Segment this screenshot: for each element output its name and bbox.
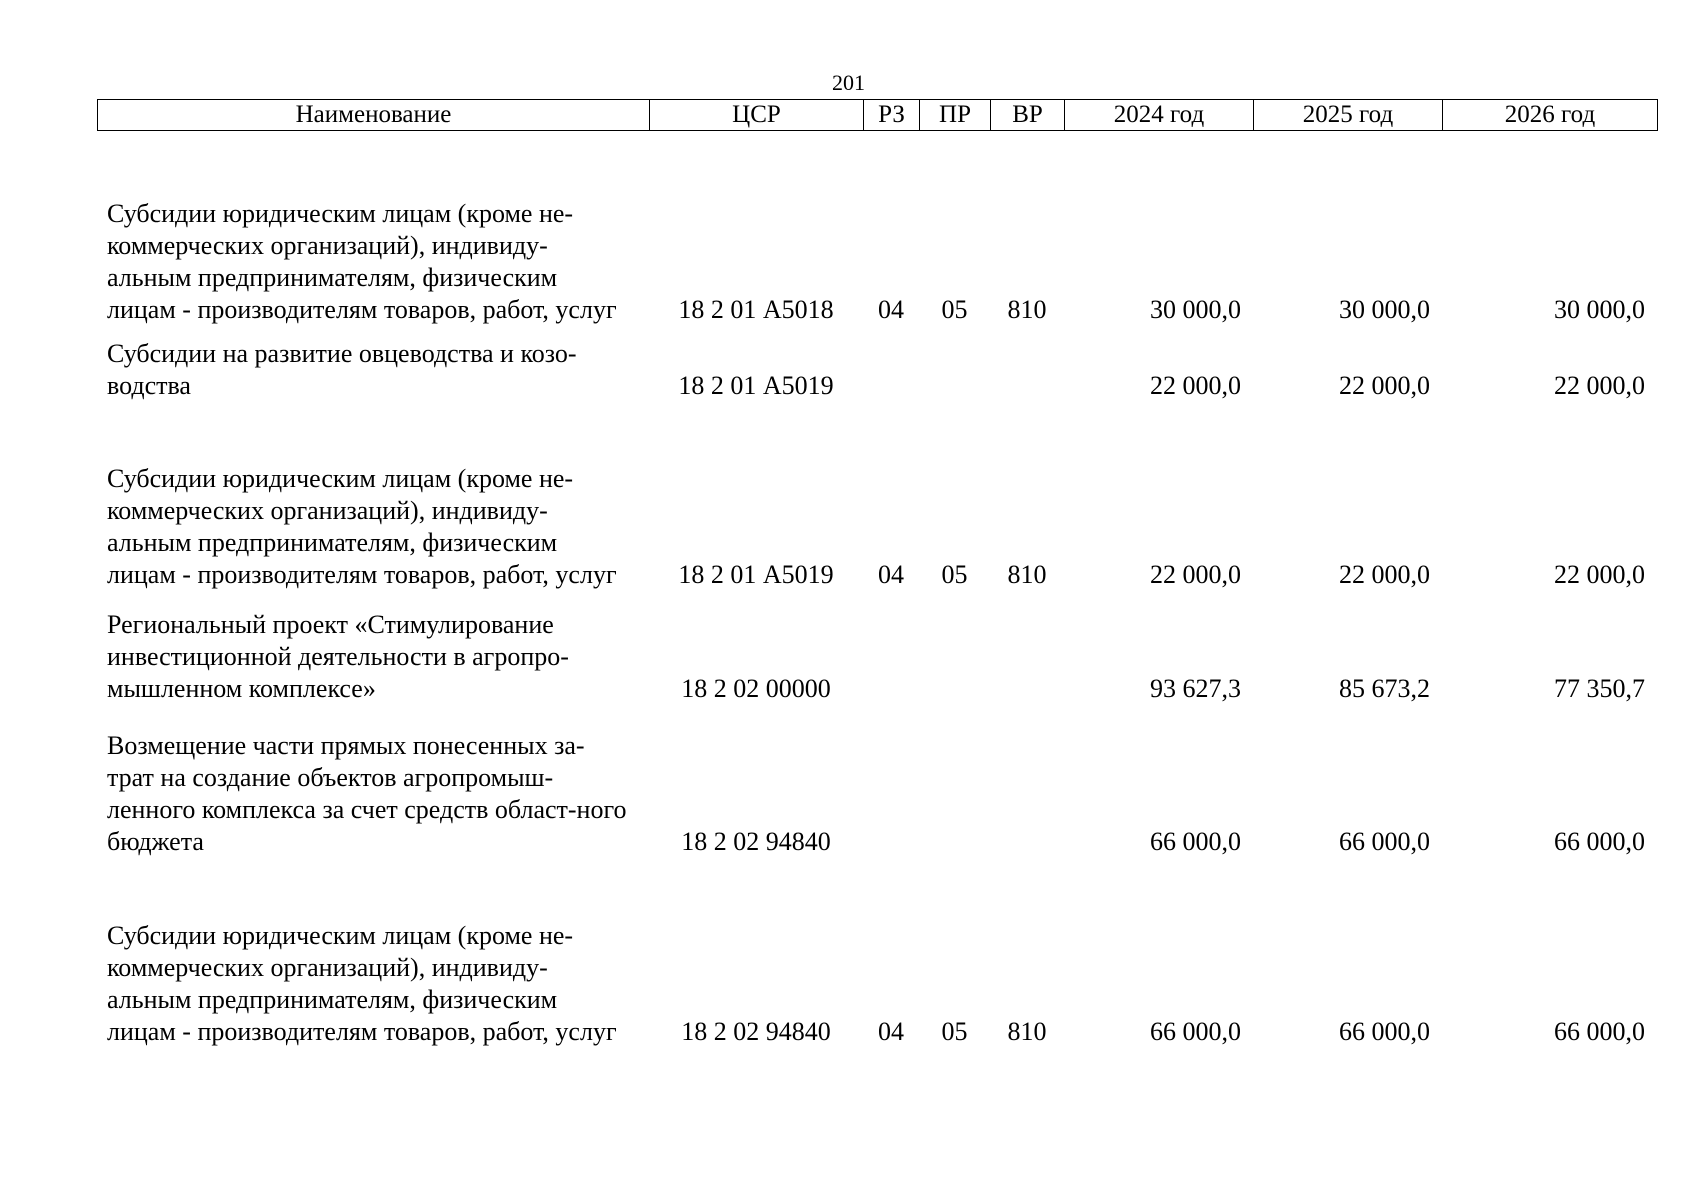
row-2025: 66 000,0 xyxy=(1339,827,1430,856)
header-vr: ВР xyxy=(991,100,1065,131)
row-pr: 05 xyxy=(941,295,968,324)
table-row xyxy=(97,707,1657,860)
row-csr: 18 2 01 А5019 xyxy=(678,371,834,400)
row-2025: 22 000,0 xyxy=(1339,371,1430,400)
header-rz: РЗ xyxy=(864,100,920,131)
row-2024: 66 000,0 xyxy=(1150,827,1241,856)
row-2026: 66 000,0 xyxy=(1554,827,1645,856)
row-2024: 30 000,0 xyxy=(1150,295,1241,324)
row-2025: 22 000,0 xyxy=(1339,560,1430,589)
row-rz: 04 xyxy=(878,295,904,324)
header-csr: ЦСР xyxy=(650,100,864,131)
row-pr xyxy=(919,328,990,404)
row-vr: 810 xyxy=(1007,1017,1047,1046)
row-vr xyxy=(990,328,1064,404)
row-name: Региональный проект «Стимулирование инвестиционной деятельности в агропро-мышленном комплексе» xyxy=(107,610,569,703)
header-2026: 2026 год xyxy=(1443,100,1658,131)
row-csr: 18 2 02 94840 xyxy=(681,827,831,856)
row-2026: 22 000,0 xyxy=(1554,371,1645,400)
row-2026: 66 000,0 xyxy=(1554,1017,1645,1046)
row-vr: 810 xyxy=(1007,295,1047,324)
page-number: 201 xyxy=(832,70,865,95)
row-csr: 18 2 01 А5019 xyxy=(678,560,834,589)
row-2025: 66 000,0 xyxy=(1339,1017,1430,1046)
table-row xyxy=(97,328,1657,404)
row-name: Субсидии на развитие овцеводства и козо-водства xyxy=(107,339,577,400)
row-2026: 30 000,0 xyxy=(1554,295,1645,324)
row-name: Субсидии юридическим лицам (кроме не-коммерческих организаций), индивиду-альным предпринимателям, физическим лицам - производителям товаров, работ, услуг xyxy=(107,199,617,324)
row-rz xyxy=(863,593,919,707)
header-2024: 2024 год xyxy=(1065,100,1254,131)
row-pr xyxy=(919,707,990,860)
row-2026: 22 000,0 xyxy=(1554,560,1645,589)
table-row xyxy=(97,860,1657,1050)
row-2024: 22 000,0 xyxy=(1150,371,1241,400)
row-vr xyxy=(990,707,1064,860)
table-header xyxy=(97,99,1658,131)
row-rz xyxy=(863,328,919,404)
header-name: Наименование xyxy=(98,100,650,131)
row-name: Возмещение части прямых понесенных за-трат на создание объектов агропромыш-ленного комплекса за счет средств област-ного бюджета xyxy=(107,731,627,856)
row-name: Субсидии юридическим лицам (кроме не-коммерческих организаций), индивиду-альным предпринимателям, физическим лицам - производителям товаров, работ, услуг xyxy=(107,464,617,589)
row-rz: 04 xyxy=(878,560,904,589)
row-vr: 810 xyxy=(1007,560,1047,589)
header-2025: 2025 год xyxy=(1254,100,1443,131)
row-2024: 93 627,3 xyxy=(1150,674,1241,703)
header-pr: ПР xyxy=(920,100,991,131)
budget-table xyxy=(97,150,1657,1050)
row-pr: 05 xyxy=(941,1017,968,1046)
row-pr xyxy=(919,593,990,707)
table-row xyxy=(97,150,1657,328)
row-name: Субсидии юридическим лицам (кроме не-коммерческих организаций), индивиду-альным предпринимателям, физическим лицам - производителям товаров, работ, услуг xyxy=(107,921,617,1046)
row-csr: 18 2 02 94840 xyxy=(681,1017,831,1046)
row-2026: 77 350,7 xyxy=(1554,674,1645,703)
row-csr: 18 2 02 00000 xyxy=(681,674,831,703)
row-2025: 85 673,2 xyxy=(1339,674,1430,703)
row-2024: 22 000,0 xyxy=(1150,560,1241,589)
row-2025: 30 000,0 xyxy=(1339,295,1430,324)
row-vr xyxy=(990,593,1064,707)
row-rz: 04 xyxy=(878,1017,904,1046)
row-rz xyxy=(863,707,919,860)
row-2024: 66 000,0 xyxy=(1150,1017,1241,1046)
row-csr: 18 2 01 А5018 xyxy=(678,295,834,324)
table-row xyxy=(97,404,1657,593)
row-pr: 05 xyxy=(941,560,968,589)
table-row xyxy=(97,593,1657,707)
